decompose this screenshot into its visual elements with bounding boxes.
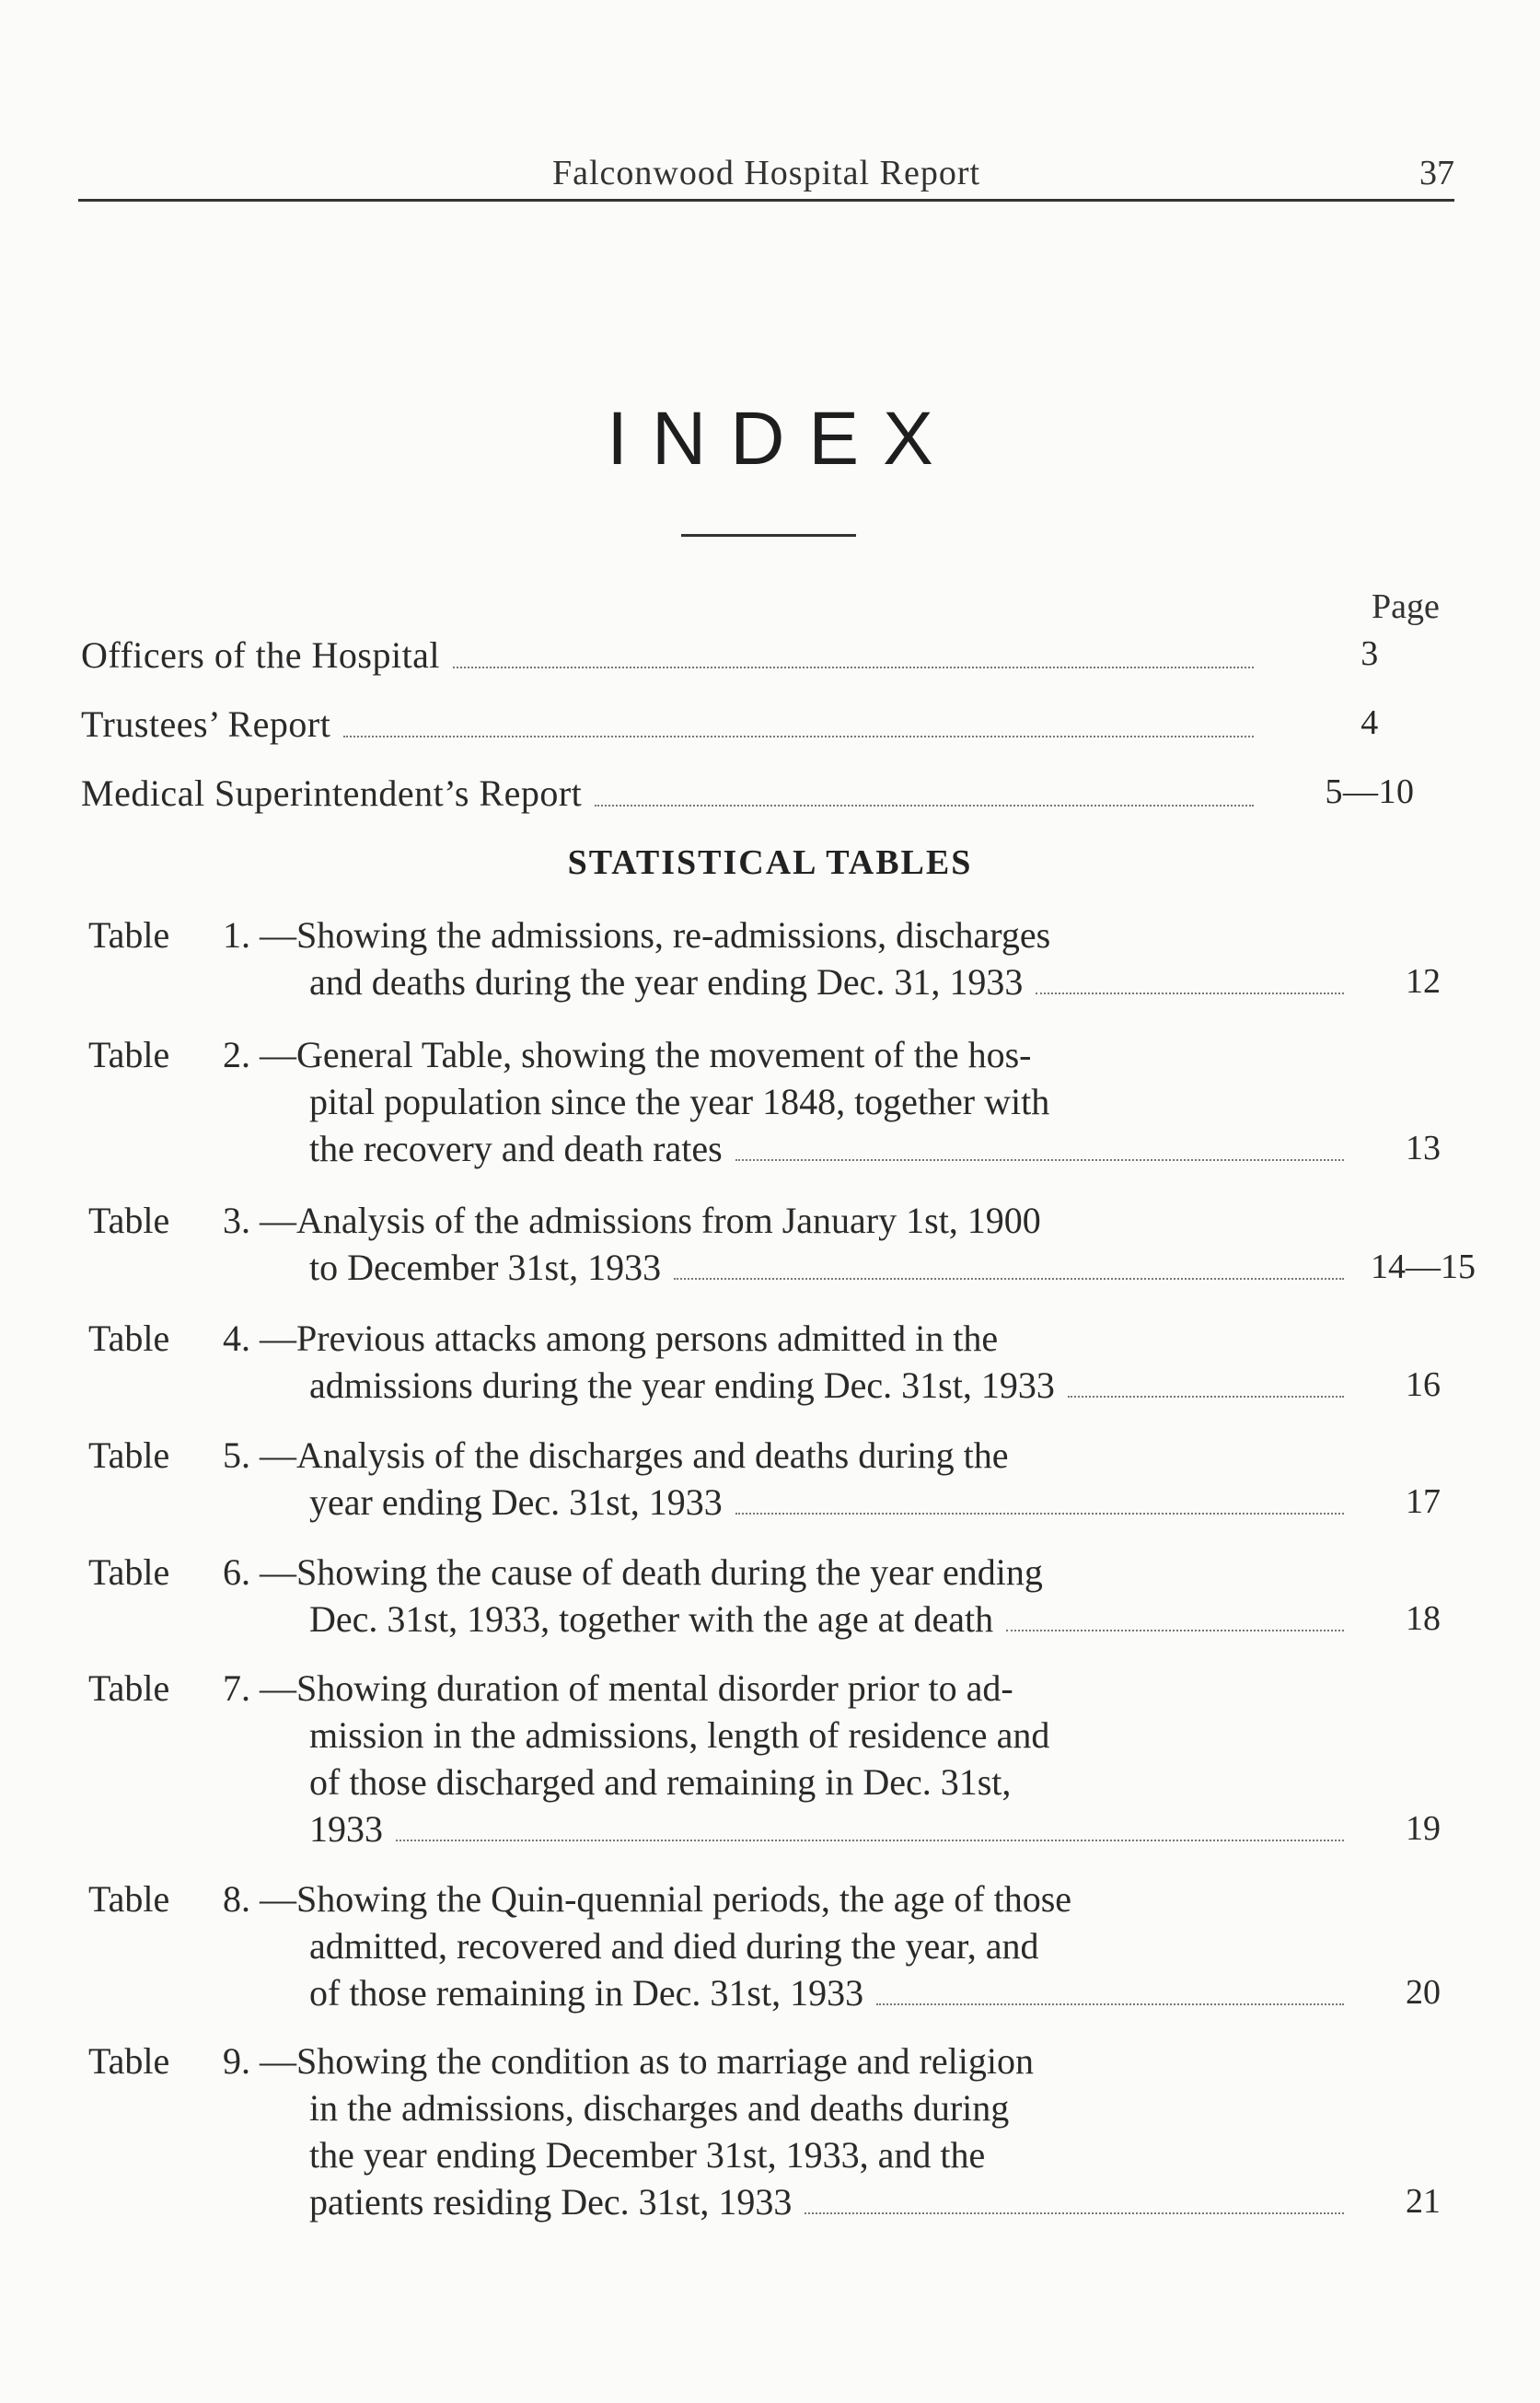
description-line <box>260 1969 1349 2016</box>
description-line: —General Table, showing the movement of the hos- <box>260 1034 1032 1075</box>
table-entry <box>88 1549 1441 1643</box>
leader-dots <box>595 805 1254 807</box>
table-prefix: Table <box>88 1667 170 1709</box>
table-prefix: Table <box>88 1034 170 1075</box>
description-text: of those remaining in Dec. 31st, 1933 <box>309 1972 864 2014</box>
page-column-heading: Page <box>1372 587 1440 626</box>
table-page: 18 <box>1406 1599 1441 1638</box>
table-entry <box>88 1197 1476 1291</box>
table-number: 4. <box>223 1318 250 1359</box>
description-line: of those discharged and remaining in Dec. 31st, <box>309 1761 1012 1803</box>
description-line: in the admissions, discharges and deaths during <box>309 2087 1010 2129</box>
table-number: 7. <box>223 1667 250 1709</box>
index-entry <box>81 772 1415 818</box>
section-heading: STATISTICAL TABLES <box>567 843 973 882</box>
entry-page: 4 <box>1361 703 1379 742</box>
table-prefix: Table <box>88 1878 170 1920</box>
leader-dots <box>1006 1630 1344 1631</box>
leader-dots <box>735 1159 1344 1161</box>
table-entry <box>88 1875 1441 2016</box>
table-description <box>260 1432 1355 1526</box>
table-entry <box>88 1665 1441 1852</box>
description-text: admissions during the year ending Dec. 31st, 1933 <box>309 1364 1055 1406</box>
table-page: 21 <box>1406 2182 1441 2221</box>
entry-label: Trustees’ Report <box>81 703 331 745</box>
description-text: year ending Dec. 31st, 1933 <box>309 1481 723 1523</box>
page-number: 37 <box>1419 154 1454 192</box>
description-line: pital population since the year 1848, together with <box>309 1081 1050 1122</box>
description-line <box>260 1479 1349 1526</box>
table-description <box>260 1315 1355 1409</box>
table-page: 12 <box>1406 962 1441 1001</box>
description-text: to December 31st, 1933 <box>309 1247 662 1288</box>
table-description <box>260 1549 1355 1643</box>
description-line: —Previous attacks among persons admitted in the <box>260 1318 999 1359</box>
table-page: 13 <box>1406 1129 1441 1167</box>
description-line <box>260 958 1349 1005</box>
description-line: mission in the admissions, length of residence and <box>309 1714 1050 1756</box>
table-prefix: Table <box>88 1318 170 1359</box>
table-entry <box>88 1432 1441 1526</box>
description-line: —Showing the cause of death during the year ending <box>260 1551 1043 1593</box>
index-entry <box>81 633 1379 679</box>
leader-dots <box>674 1278 1344 1280</box>
leader-dots <box>453 667 1254 668</box>
table-prefix: Table <box>88 1434 170 1476</box>
description-line: —Showing the admissions, re-admissions, discharges <box>260 914 1051 956</box>
description-line: —Analysis of the admissions from January 1st, 1900 <box>260 1200 1041 1241</box>
description-line <box>260 2178 1349 2225</box>
entry-page: 3 <box>1361 634 1379 673</box>
table-prefix: Table <box>88 1200 170 1241</box>
description-line: —Analysis of the discharges and deaths during the <box>260 1434 1009 1476</box>
description-line: admitted, recovered and died during the year, and <box>309 1925 1039 1967</box>
entry-label: Officers of the Hospital <box>81 634 441 676</box>
entry-label: Medical Superintendent’s Report <box>81 772 583 814</box>
leader-dots <box>1036 993 1344 994</box>
description-line <box>260 1596 1349 1643</box>
table-entry <box>88 1031 1441 1172</box>
title-rule <box>681 534 856 537</box>
table-description <box>260 911 1355 1005</box>
table-number: 9. <box>223 2040 250 2082</box>
table-page: 16 <box>1406 1365 1441 1404</box>
table-prefix: Table <box>88 1551 170 1593</box>
table-number: 2. <box>223 1034 250 1075</box>
leader-dots <box>1068 1396 1344 1398</box>
table-page: 17 <box>1406 1482 1441 1521</box>
table-page: 20 <box>1406 1973 1441 2012</box>
table-prefix: Table <box>88 2040 170 2082</box>
description-line: —Showing duration of mental disorder prior to ad- <box>260 1667 1013 1709</box>
table-entry <box>88 1315 1441 1409</box>
leader-dots <box>805 2212 1344 2214</box>
leader-dots <box>396 1840 1344 1841</box>
running-title: Falconwood Hospital Report <box>551 154 981 192</box>
table-number: 5. <box>223 1434 250 1476</box>
table-number: 6. <box>223 1551 250 1593</box>
description-line: the year ending December 31st, 1933, and the <box>309 2134 986 2176</box>
description-line <box>260 1244 1349 1291</box>
leader-dots <box>343 736 1254 737</box>
table-entry <box>88 2037 1441 2225</box>
table-description <box>260 1875 1355 2016</box>
table-description <box>260 2037 1355 2225</box>
description-text: Dec. 31st, 1933, together with the age at death <box>309 1598 994 1640</box>
running-header <box>78 153 1454 202</box>
table-entry <box>88 911 1441 1005</box>
description-text: patients residing Dec. 31st, 1933 <box>309 2181 793 2223</box>
index-entry <box>81 702 1379 749</box>
table-page: 19 <box>1406 1809 1441 1848</box>
description-text: the recovery and death rates <box>309 1128 723 1169</box>
table-description <box>260 1665 1355 1852</box>
leader-dots <box>735 1513 1344 1515</box>
table-number: 8. <box>223 1878 250 1920</box>
description-text: and deaths during the year ending Dec. 31, 1933 <box>309 961 1024 1003</box>
description-line: —Showing the Quin-quennial periods, the age of those <box>260 1878 1072 1920</box>
table-description <box>260 1197 1355 1291</box>
description-line <box>260 1805 1349 1852</box>
table-number: 3. <box>223 1200 250 1241</box>
description-line <box>260 1125 1349 1172</box>
table-description <box>260 1031 1355 1172</box>
description-text: 1933 <box>309 1808 383 1850</box>
description-line <box>260 1362 1349 1409</box>
table-number: 1. <box>223 914 250 956</box>
leader-dots <box>876 2003 1344 2005</box>
table-page: 14—15 <box>1371 1248 1476 1286</box>
index-title: INDEX <box>607 397 957 481</box>
table-prefix: Table <box>88 914 170 956</box>
description-line: —Showing the condition as to marriage and religion <box>260 2040 1034 2082</box>
entry-page: 5—10 <box>1325 772 1415 811</box>
